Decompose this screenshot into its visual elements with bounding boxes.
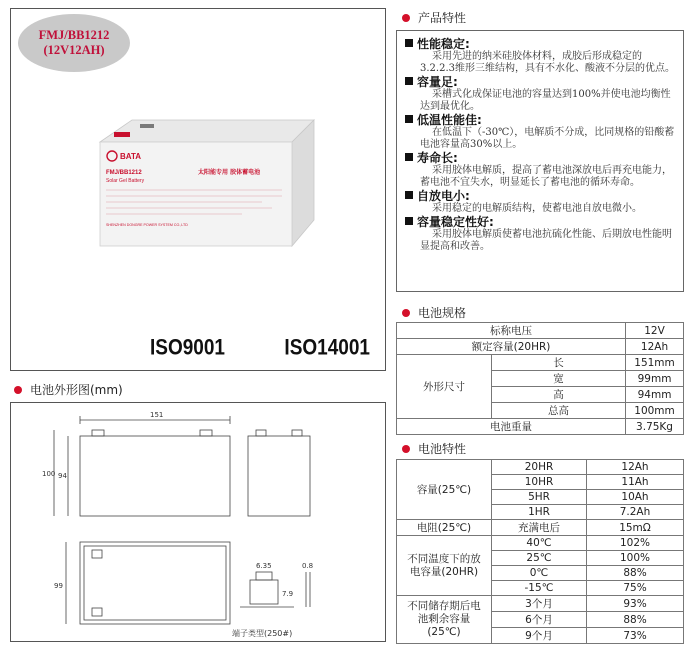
feature-item: [405, 75, 675, 113]
bullet-dot-icon: [402, 309, 410, 317]
top-view: [66, 542, 230, 624]
cert-iso9001: ISO9001: [150, 336, 225, 361]
feature-item: [405, 37, 675, 75]
table-cell: -15℃: [492, 581, 587, 596]
table-cell: 15mΩ: [587, 520, 684, 536]
terminal-positive: [114, 132, 130, 137]
feature-body: 采用先进的纳米硅胶体材料，成胶后形成稳定的3.2.2.3维形三维结构，具有不水化、酸液不分层的优点。: [420, 51, 675, 74]
feature-body: 采用稳定的电解质结构，使蓄电池自放电微小。: [432, 203, 642, 214]
table-cell: 5HR: [492, 490, 587, 505]
table-cell: 11Ah: [587, 475, 684, 490]
square-bullet-icon: [405, 191, 413, 199]
table-cell: 40℃: [492, 536, 587, 551]
label-brand: BATA: [120, 152, 142, 161]
label-type: Solar Gel Battery: [106, 178, 145, 184]
feature-title: [405, 75, 675, 89]
terminal-detail: [240, 572, 310, 607]
table-row: [397, 596, 684, 612]
table-cell: 额定容量(20HR): [397, 339, 626, 355]
table-cell: 100%: [587, 551, 684, 566]
dim-terminal-height: 7.9: [282, 590, 294, 598]
bullet-dot-icon: [14, 386, 22, 394]
table-cell: 10Ah: [587, 490, 684, 505]
specs-heading: 电池规格: [402, 304, 466, 321]
table-row: [397, 323, 684, 339]
table-cell: 20HR: [492, 460, 587, 475]
features-heading: 产品特性: [402, 9, 466, 26]
table-cell: 10HR: [492, 475, 587, 490]
side-view: [248, 430, 310, 516]
table-cell: 88%: [587, 566, 684, 581]
table-row: [397, 460, 684, 475]
bullet-dot-icon: [402, 14, 410, 22]
cert-iso14001: ISO14001: [284, 336, 370, 361]
table-cell: 外形尺寸: [397, 355, 492, 419]
table-cell: 7.2Ah: [587, 505, 684, 520]
label-cn-type: 太阳能专用 胶体蓄电池: [198, 169, 261, 176]
table-row: [397, 419, 684, 435]
dim-terminal-thickness: 0.8: [302, 562, 314, 570]
feature-title: [405, 189, 675, 203]
feature-body: 采用胶体电解质，提高了蓄电池深放电后再充电能力，蓄电池不宜失水，明显延长了蓄电池的循环寿命。: [420, 165, 672, 188]
feature-title: [405, 215, 675, 229]
front-view: [54, 416, 230, 516]
bullet-dot-icon: [402, 445, 410, 453]
dim-height-total: 100: [42, 470, 56, 478]
table-cell: 不同温度下的放电容量(20HR): [397, 536, 492, 596]
feature-title: 容量稳定性好:: [417, 215, 494, 229]
dim-terminal-width: 6.35: [256, 562, 272, 570]
table-cell: 不同储存期后电池剩余容量(25℃): [397, 596, 492, 644]
terminal-type-label: 端子类型(250#): [232, 629, 293, 638]
feature-title: 自放电小:: [417, 189, 470, 203]
label-company: SHENZHEN DONGRE POWER SYSTEM CO.,LTD: [106, 223, 188, 227]
dim-width: 99: [54, 582, 63, 590]
table-cell: 高: [492, 387, 626, 403]
feature-title: 性能稳定:: [417, 37, 470, 51]
terminal-negative: [140, 124, 154, 128]
feature-item: [405, 113, 675, 151]
dim-height: 94: [58, 472, 67, 480]
square-bullet-icon: [405, 115, 413, 123]
feature-title: [405, 151, 675, 165]
square-bullet-icon: [405, 39, 413, 47]
battery-image: [92, 110, 322, 250]
model-badge: [18, 14, 130, 72]
table-cell: 25℃: [492, 551, 587, 566]
table-cell: 93%: [587, 596, 684, 612]
feature-body: 采用胶体电解质使蓄电池抗硫化性能、后期放电性能明显提高和改善。: [420, 229, 672, 252]
dim-length: 151: [150, 411, 164, 419]
feature-title: 寿命长:: [417, 151, 458, 165]
table-cell: 3.75Kg: [626, 419, 684, 435]
model-spec: (12V12AH): [43, 43, 105, 57]
table-cell: 长: [492, 355, 626, 371]
table-cell: 12Ah: [626, 339, 684, 355]
table-cell: 100mm: [626, 403, 684, 419]
table-row: [397, 339, 684, 355]
dimension-drawing: [10, 402, 386, 642]
table-cell: 宽: [492, 371, 626, 387]
table-cell: 88%: [587, 612, 684, 628]
table-cell: 电阻(25℃): [397, 520, 492, 536]
feature-title: 低温性能佳:: [417, 113, 482, 127]
certification-row: [150, 338, 370, 364]
table-cell: 容量(25℃): [397, 460, 492, 520]
table-row: [397, 355, 684, 371]
label-model: FMJ/BB1212: [106, 170, 142, 176]
table-cell: 3个月: [492, 596, 587, 612]
table-cell: 75%: [587, 581, 684, 596]
table-cell: 102%: [587, 536, 684, 551]
feature-title: 容量足:: [417, 75, 458, 89]
table-cell: 73%: [587, 628, 684, 644]
feature-item: [405, 189, 675, 215]
table-cell: 94mm: [626, 387, 684, 403]
feature-item: [405, 151, 675, 189]
feature-title: [405, 37, 675, 51]
model-name: FMJ/BB1212: [38, 28, 110, 42]
table-cell: 0℃: [492, 566, 587, 581]
table-row: [397, 520, 684, 536]
table-row: [397, 536, 684, 551]
feature-item: [405, 215, 675, 253]
table-cell: 12Ah: [587, 460, 684, 475]
drawing-heading: 电池外形图(mm): [14, 381, 123, 398]
table-cell: 标称电压: [397, 323, 626, 339]
feature-body: 采槽式化成保证电池的容量达到100%并使电池均衡性达到最优化。: [420, 89, 671, 112]
feature-title: [405, 113, 675, 127]
square-bullet-icon: [405, 153, 413, 161]
table-cell: 1HR: [492, 505, 587, 520]
feature-body: 在低温下（-30℃），电解质不分成，比同规格的铅酸蓄电池容量高30%以上。: [420, 127, 675, 150]
table-cell: 总高: [492, 403, 626, 419]
table-cell: 电池重量: [397, 419, 626, 435]
table-cell: 充满电后: [492, 520, 587, 536]
features-box: [396, 30, 684, 292]
characteristics-heading: 电池特性: [402, 440, 466, 457]
square-bullet-icon: [405, 77, 413, 85]
table-cell: 12V: [626, 323, 684, 339]
table-cell: 151mm: [626, 355, 684, 371]
characteristics-table: [396, 459, 684, 644]
specs-table: [396, 322, 684, 435]
table-cell: 9个月: [492, 628, 587, 644]
table-cell: 6个月: [492, 612, 587, 628]
square-bullet-icon: [405, 217, 413, 225]
table-cell: 99mm: [626, 371, 684, 387]
